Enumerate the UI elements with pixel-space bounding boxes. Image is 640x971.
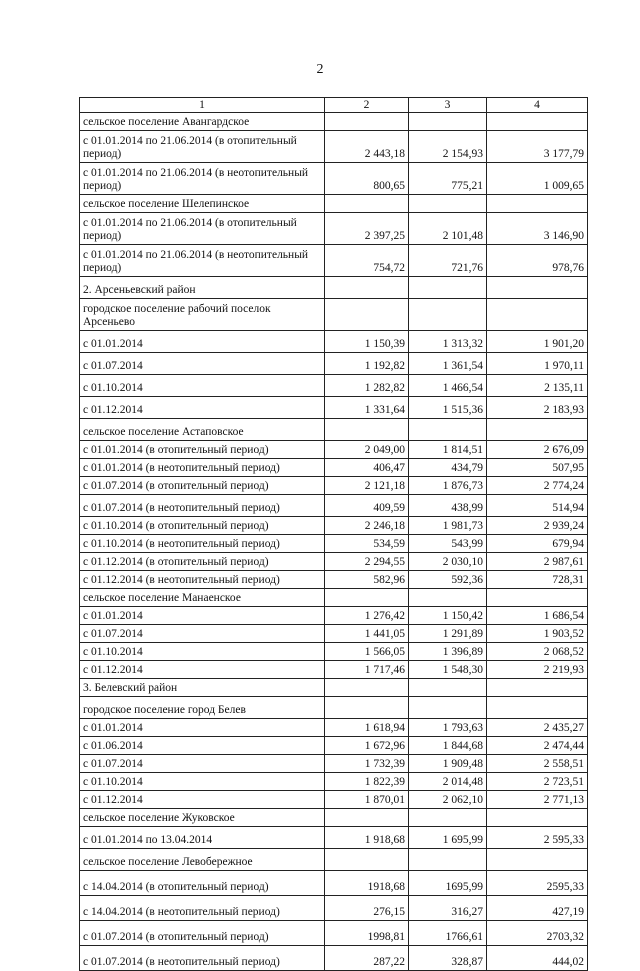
value-cell-col4: 2 595,33: [487, 827, 588, 849]
column-header: 3: [409, 98, 487, 113]
value-cell-col4: 728,31: [487, 571, 588, 589]
value-cell-col4: 2 183,93: [487, 397, 588, 419]
row-label: с 01.12.2014: [80, 791, 325, 809]
value-cell-col4: 679,94: [487, 535, 588, 553]
value-cell-col4: [487, 679, 588, 697]
table-row: [80, 277, 588, 299]
row-label: 2. Арсеньевский район: [80, 277, 325, 299]
value-cell-col4: 2 939,24: [487, 517, 588, 535]
column-header: 4: [487, 98, 588, 113]
value-cell-col4: 2 774,24: [487, 477, 588, 495]
table-row: [80, 375, 588, 397]
table-row: [80, 607, 588, 625]
row-label: городское поселение город Белев: [80, 697, 325, 719]
value-cell-col3: 1 844,68: [409, 737, 487, 755]
value-cell-col4: [487, 195, 588, 213]
table-row: [80, 849, 588, 871]
value-cell-col2: 2 121,18: [325, 477, 409, 495]
value-cell-col3: 543,99: [409, 535, 487, 553]
value-cell-col4: 2 219,93: [487, 661, 588, 679]
row-label: с 01.12.2014 (в неотопительный период): [80, 571, 325, 589]
table-row: [80, 477, 588, 495]
column-header: 1: [80, 98, 325, 113]
value-cell-col4: 514,94: [487, 495, 588, 517]
table-row: [80, 553, 588, 571]
value-cell-col4: 2 771,13: [487, 791, 588, 809]
table-row: [80, 419, 588, 441]
table-row: [80, 331, 588, 353]
value-cell-col3: 1 876,73: [409, 477, 487, 495]
table-row: [80, 679, 588, 697]
table-row: [80, 921, 588, 946]
row-label: с 01.12.2014: [80, 661, 325, 679]
row-label: сельское поселение Авангардское: [80, 113, 325, 131]
value-cell-col3: 1 548,30: [409, 661, 487, 679]
value-cell-col3: 2 030,10: [409, 553, 487, 571]
value-cell-col2: 2 049,00: [325, 441, 409, 459]
row-label: с 01.01.2014 по 21.06.2014 (в отопительный период): [80, 213, 325, 245]
row-label: с 01.07.2014 (в отопительный период): [80, 921, 325, 946]
value-cell-col2: [325, 195, 409, 213]
value-cell-col2: 1 822,39: [325, 773, 409, 791]
value-cell-col2: 1998,81: [325, 921, 409, 946]
value-cell-col3: [409, 195, 487, 213]
value-cell-col4: 444,02: [487, 946, 588, 971]
value-cell-col3: 592,36: [409, 571, 487, 589]
value-cell-col3: [409, 299, 487, 331]
value-cell-col4: 978,76: [487, 245, 588, 277]
value-cell-col3: 316,27: [409, 896, 487, 921]
table-row: [80, 495, 588, 517]
row-label: с 14.04.2014 (в отопительный период): [80, 871, 325, 896]
value-cell-col2: [325, 679, 409, 697]
value-cell-col3: [409, 697, 487, 719]
value-cell-col4: [487, 589, 588, 607]
value-cell-col3: [409, 419, 487, 441]
value-cell-col3: [409, 589, 487, 607]
page-number: 2: [316, 62, 324, 77]
value-cell-col2: 1 282,82: [325, 375, 409, 397]
value-cell-col2: 409,59: [325, 495, 409, 517]
table-row: [80, 397, 588, 419]
row-label: с 14.04.2014 (в неотопительный период): [80, 896, 325, 921]
value-cell-col2: [325, 299, 409, 331]
value-cell-col4: [487, 697, 588, 719]
row-label: с 01.10.2014: [80, 773, 325, 791]
value-cell-col4: 2 558,51: [487, 755, 588, 773]
value-cell-col2: 1 331,64: [325, 397, 409, 419]
table-row: [80, 896, 588, 921]
value-cell-col4: 507,95: [487, 459, 588, 477]
table-row: [80, 661, 588, 679]
table-row: [80, 113, 588, 131]
value-cell-col3: [409, 113, 487, 131]
table-row: [80, 946, 588, 971]
row-label: с 01.01.2014 (в отопительный период): [80, 441, 325, 459]
value-cell-col3: 1 396,89: [409, 643, 487, 661]
row-label: сельское поселение Астаповское: [80, 419, 325, 441]
table-row: [80, 195, 588, 213]
value-cell-col3: 1 981,73: [409, 517, 487, 535]
row-label: с 01.01.2014 по 13.04.2014: [80, 827, 325, 849]
value-cell-col3: 438,99: [409, 495, 487, 517]
value-cell-col3: 2 101,48: [409, 213, 487, 245]
value-cell-col4: 2 435,27: [487, 719, 588, 737]
row-label: городское поселение рабочий поселок Арсеньево: [80, 299, 325, 331]
value-cell-col2: 1 672,96: [325, 737, 409, 755]
value-cell-col4: 3 146,90: [487, 213, 588, 245]
value-cell-col2: [325, 277, 409, 299]
value-cell-col2: 1 150,39: [325, 331, 409, 353]
table-row: [80, 625, 588, 643]
row-label: с 01.07.2014 (в неотопительный период): [80, 495, 325, 517]
value-cell-col4: 2 987,61: [487, 553, 588, 571]
value-cell-col4: 2 474,44: [487, 737, 588, 755]
table-row: [80, 571, 588, 589]
value-cell-col4: 2703,32: [487, 921, 588, 946]
value-cell-col4: 2 676,09: [487, 441, 588, 459]
row-label: с 01.06.2014: [80, 737, 325, 755]
value-cell-col2: 582,96: [325, 571, 409, 589]
table-row: [80, 827, 588, 849]
value-cell-col2: 1 441,05: [325, 625, 409, 643]
value-cell-col3: 434,79: [409, 459, 487, 477]
table-row: [80, 459, 588, 477]
value-cell-col2: 1918,68: [325, 871, 409, 896]
table-row: [80, 245, 588, 277]
value-cell-col2: 276,15: [325, 896, 409, 921]
value-cell-col3: 1 793,63: [409, 719, 487, 737]
value-cell-col4: [487, 419, 588, 441]
value-cell-col4: 1 903,52: [487, 625, 588, 643]
value-cell-col3: 1 361,54: [409, 353, 487, 375]
row-label: с 01.12.2014: [80, 397, 325, 419]
table-row: [80, 535, 588, 553]
row-label: с 01.07.2014 (в неотопительный период): [80, 946, 325, 971]
value-cell-col3: [409, 277, 487, 299]
table-row: [80, 441, 588, 459]
table-row: [80, 871, 588, 896]
value-cell-col4: 2 135,11: [487, 375, 588, 397]
value-cell-col3: 721,76: [409, 245, 487, 277]
value-cell-col2: 2 294,55: [325, 553, 409, 571]
row-label: с 01.01.2014: [80, 331, 325, 353]
value-cell-col2: [325, 419, 409, 441]
table-row: [80, 809, 588, 827]
column-header: 2: [325, 98, 409, 113]
value-cell-col2: 2 246,18: [325, 517, 409, 535]
row-label: сельское поселение Манаенское: [80, 589, 325, 607]
row-label: с 01.12.2014 (в отопительный период): [80, 553, 325, 571]
value-cell-col2: 1 192,82: [325, 353, 409, 375]
row-label: 3. Белевский район: [80, 679, 325, 697]
value-cell-col3: 328,87: [409, 946, 487, 971]
row-label: с 01.01.2014 по 21.06.2014 (в неотопительный период): [80, 163, 325, 195]
row-label: сельское поселение Жуковское: [80, 809, 325, 827]
value-cell-col3: 1766,61: [409, 921, 487, 946]
value-cell-col2: [325, 809, 409, 827]
value-cell-col2: 800,65: [325, 163, 409, 195]
row-label: с 01.07.2014: [80, 755, 325, 773]
value-cell-col3: 775,21: [409, 163, 487, 195]
value-cell-col2: 754,72: [325, 245, 409, 277]
value-cell-col2: 1 618,94: [325, 719, 409, 737]
row-label: с 01.01.2014: [80, 719, 325, 737]
value-cell-col3: 2 062,10: [409, 791, 487, 809]
table-row: [80, 589, 588, 607]
value-cell-col2: 1 276,42: [325, 607, 409, 625]
value-cell-col3: 1 814,51: [409, 441, 487, 459]
value-cell-col4: 2 723,51: [487, 773, 588, 791]
row-label: с 01.10.2014: [80, 643, 325, 661]
row-label: с 01.07.2014 (в отопительный период): [80, 477, 325, 495]
value-cell-col2: 1 870,01: [325, 791, 409, 809]
value-cell-col4: [487, 809, 588, 827]
table-row: [80, 755, 588, 773]
value-cell-col3: [409, 849, 487, 871]
value-cell-col2: 1 732,39: [325, 755, 409, 773]
value-cell-col2: [325, 849, 409, 871]
value-cell-col3: 1 466,54: [409, 375, 487, 397]
value-cell-col3: [409, 679, 487, 697]
value-cell-col2: 1 918,68: [325, 827, 409, 849]
value-cell-col2: 1 717,46: [325, 661, 409, 679]
value-cell-col2: 534,59: [325, 535, 409, 553]
table-row: [80, 213, 588, 245]
table-row: [80, 353, 588, 375]
value-cell-col4: 1 009,65: [487, 163, 588, 195]
value-cell-col3: 2 014,48: [409, 773, 487, 791]
value-cell-col3: 1 515,36: [409, 397, 487, 419]
value-cell-col4: 3 177,79: [487, 131, 588, 163]
value-cell-col3: 1 150,42: [409, 607, 487, 625]
header-row: [80, 98, 588, 113]
value-cell-col3: [409, 809, 487, 827]
table-row: [80, 719, 588, 737]
value-cell-col2: [325, 113, 409, 131]
row-label: с 01.01.2014 по 21.06.2014 (в неотопительный период): [80, 245, 325, 277]
value-cell-col2: 406,47: [325, 459, 409, 477]
table-row: [80, 773, 588, 791]
row-label: с 01.10.2014 (в неотопительный период): [80, 535, 325, 553]
value-cell-col4: 2595,33: [487, 871, 588, 896]
table-row: [80, 299, 588, 331]
tariff-table: [79, 97, 588, 971]
table-row: [80, 737, 588, 755]
table-row: [80, 643, 588, 661]
row-label: с 01.01.2014 (в неотопительный период): [80, 459, 325, 477]
value-cell-col4: 2 068,52: [487, 643, 588, 661]
row-label: с 01.07.2014: [80, 625, 325, 643]
table-row: [80, 163, 588, 195]
value-cell-col3: 1 695,99: [409, 827, 487, 849]
value-cell-col3: 1695,99: [409, 871, 487, 896]
row-label: с 01.10.2014 (в отопительный период): [80, 517, 325, 535]
row-label: с 01.01.2014 по 21.06.2014 (в отопительный период): [80, 131, 325, 163]
value-cell-col3: 1 909,48: [409, 755, 487, 773]
value-cell-col2: [325, 589, 409, 607]
value-cell-col2: [325, 697, 409, 719]
value-cell-col4: 427,19: [487, 896, 588, 921]
value-cell-col2: 2 443,18: [325, 131, 409, 163]
value-cell-col3: 2 154,93: [409, 131, 487, 163]
value-cell-col4: [487, 113, 588, 131]
table-row: [80, 791, 588, 809]
value-cell-col4: [487, 277, 588, 299]
value-cell-col3: 1 313,32: [409, 331, 487, 353]
value-cell-col2: 2 397,25: [325, 213, 409, 245]
row-label: сельское поселение Шелепинское: [80, 195, 325, 213]
value-cell-col2: 287,22: [325, 946, 409, 971]
row-label: сельское поселение Левобережное: [80, 849, 325, 871]
value-cell-col4: 1 901,20: [487, 331, 588, 353]
table-body: [80, 113, 588, 971]
value-cell-col4: [487, 849, 588, 871]
value-cell-col4: 1 686,54: [487, 607, 588, 625]
value-cell-col2: 1 566,05: [325, 643, 409, 661]
value-cell-col4: 1 970,11: [487, 353, 588, 375]
row-label: с 01.01.2014: [80, 607, 325, 625]
table-row: [80, 517, 588, 535]
row-label: с 01.10.2014: [80, 375, 325, 397]
row-label: с 01.07.2014: [80, 353, 325, 375]
table-row: [80, 131, 588, 163]
table-row: [80, 697, 588, 719]
value-cell-col4: [487, 299, 588, 331]
value-cell-col3: 1 291,89: [409, 625, 487, 643]
